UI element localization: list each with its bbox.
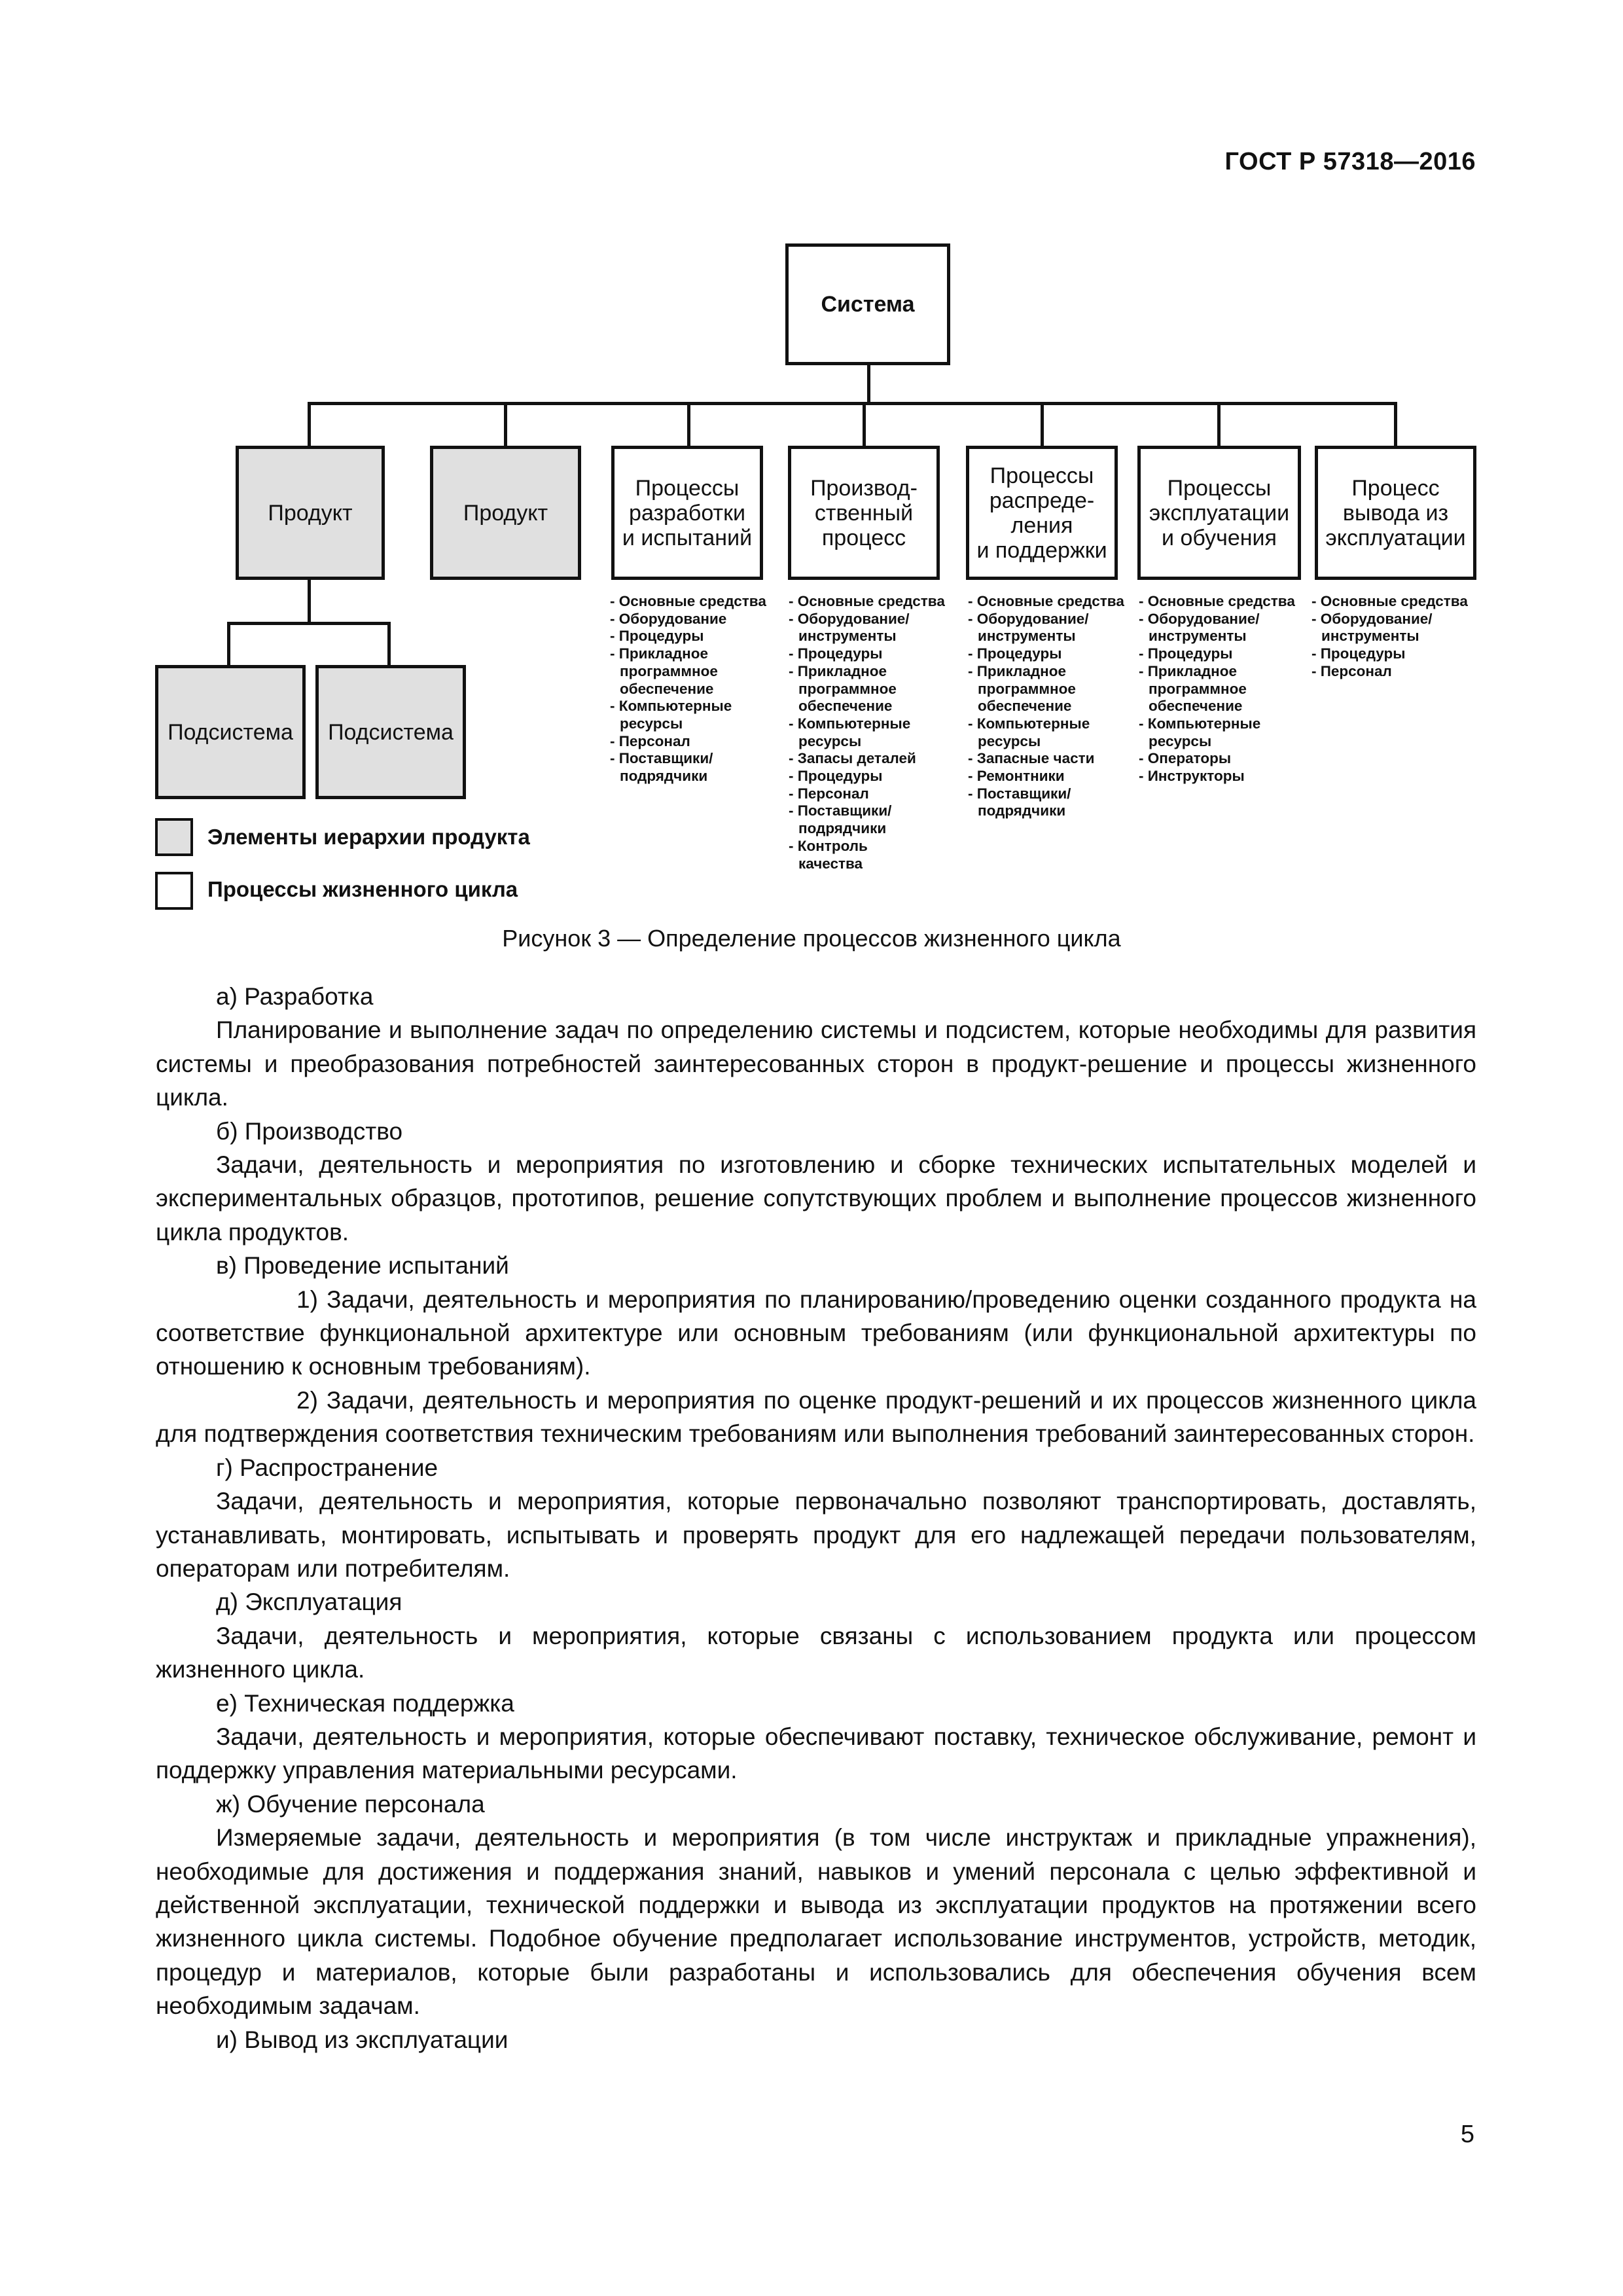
process-item: - Оборудование — [610, 610, 727, 627]
section-heading: и) Вывод из эксплуатации — [216, 2026, 508, 2053]
paragraph: Задачи, деятельность и мероприятия, которые первоначально позволяют транспортировать, доставлять, устанавливать, монтировать, испытывать и проверять продукт для его надлежащей передачи пользователям, операторам или потребителям. — [156, 1488, 1476, 1582]
process-item: - Процедуры — [789, 645, 883, 662]
process-node-disposal: Процесс вывода из эксплуатации — [1315, 446, 1476, 580]
process-item: - Процедуры — [968, 645, 1062, 662]
connector — [308, 402, 311, 448]
process-item: - Прикладное программное обеспечение — [789, 662, 897, 715]
paragraph: 2) Задачи, деятельность и мероприятия по оценке продукт-решений и их процессов жизненного цикла для подтверждения соответствия техническим требованиям или выполнения требований заинтересованных сторон. — [156, 1386, 1476, 1448]
section-heading: ж) Обучение персонала — [216, 1790, 485, 1818]
section-heading: в) Проведение испытаний — [216, 1252, 509, 1280]
process-item: - Компьютерные ресурсы — [610, 698, 732, 732]
subsystem-node: Подсистема — [155, 665, 306, 799]
process-items-list — [968, 593, 1124, 820]
process-item: - Прикладное программное обеспечение — [1139, 662, 1247, 715]
process-items-list — [1139, 593, 1295, 785]
paragraph: 1) Задачи, деятельность и мероприятия по планированию/проведению оценки созданного продукта на соответствие функциональной архитектуре или основным требованиям (или функциональной архитектуры по отношению к основным требованиям). — [156, 1285, 1476, 1380]
legend-label-process: Процессы жизненного цикла — [207, 877, 518, 901]
process-item: - Оборудование/ инструменты — [1311, 610, 1433, 645]
connector — [863, 402, 866, 448]
legend-swatch-process — [155, 872, 193, 910]
life-cycle-diagram — [0, 0, 1623, 929]
process-item: - Поставщики/ подрядчики — [789, 802, 892, 837]
process-item: - Основные средства — [1139, 593, 1295, 609]
connector — [308, 578, 311, 624]
process-node-operation: Процессы эксплуатации и обучения — [1137, 446, 1301, 580]
process-items-list — [610, 593, 766, 785]
paragraph: Измеряемые задачи, деятельность и мероприятия (в том числе инструктаж и прикладные упражнения), необходимые для достижения и поддержания знаний, навыков и умений персонала с целью эффективной и действенной эксплуатации, технической поддержки и вывода из эксплуатации продуктов на протяжении всего жизненного цикла системы. Подобное обучение предполагает использование инструментов, устройств, методик, процедур и материалов, которые были разработаны и использовались для обеспечения обучения всем необходимым задачам. — [156, 1824, 1476, 2020]
process-node-distribution: Процессы распреде- ления и поддержки — [966, 446, 1118, 580]
process-item: - Процедуры — [610, 628, 704, 645]
process-item: - Персонал — [789, 785, 869, 802]
product-node: Продукт — [236, 446, 385, 580]
process-item: - Основные средства — [968, 593, 1124, 609]
process-item: - Процедуры — [1139, 645, 1233, 662]
system-node: Система — [785, 243, 950, 365]
paragraph: Планирование и выполнение задач по определению системы и подсистем, которые необходимы для развития системы и преобразования потребностей заинтересованных сторон в продукт-решение и процессы жизненного цикла. — [156, 1016, 1476, 1111]
process-item: - Контроль качества — [789, 837, 868, 872]
process-node-production: Производ- ственный процесс — [788, 446, 940, 580]
process-item: - Основные средства — [610, 593, 766, 609]
connector — [1217, 402, 1221, 448]
connector — [227, 622, 230, 668]
product-node: Продукт — [430, 446, 581, 580]
process-item: - Операторы — [1139, 750, 1232, 767]
page-number: 5 — [1460, 2121, 1474, 2148]
section-heading: г) Распространение — [216, 1454, 438, 1481]
connector — [308, 402, 1397, 405]
process-item: - Поставщики/ подрядчики — [610, 750, 713, 785]
process-item: - Оборудование/ инструменты — [1139, 610, 1260, 645]
figure-caption: Рисунок 3 — Определение процессов жизненного цикла — [502, 925, 1121, 952]
connector — [687, 402, 690, 448]
connector — [1394, 402, 1397, 448]
process-item: - Оборудование/ инструменты — [968, 610, 1089, 645]
process-item: - Основные средства — [789, 593, 945, 609]
process-items-list — [789, 593, 945, 872]
section-heading: б) Производство — [216, 1117, 403, 1145]
paragraph: Задачи, деятельность и мероприятия по изготовлению и сборке технических испытательных моделей и экспериментальных образцов, прототипов, решение сопутствующих проблем и выполнение процессов жизненного цикла продуктов. — [156, 1151, 1476, 1246]
process-item: - Оборудование/ инструменты — [789, 610, 910, 645]
connector — [867, 363, 870, 404]
process-item: - Основные средства — [1311, 593, 1468, 609]
process-item: - Компьютерные ресурсы — [789, 715, 911, 749]
process-item: - Прикладное программное обеспечение — [610, 645, 718, 697]
connector — [227, 622, 391, 625]
header-doc-code: ГОСТ Р 57318—2016 — [1224, 148, 1476, 175]
body-text — [156, 980, 1476, 2056]
connector — [504, 402, 507, 448]
process-item: - Процедуры — [1311, 645, 1406, 662]
process-item: - Компьютерные ресурсы — [968, 715, 1090, 749]
legend-swatch-product — [155, 818, 193, 856]
process-item: - Поставщики/ подрядчики — [968, 785, 1071, 819]
paragraph: Задачи, деятельность и мероприятия, которые обеспечивают поставку, техническое обслуживание, ремонт и поддержку управления материальными ресурсами. — [156, 1723, 1476, 1784]
paragraph: Задачи, деятельность и мероприятия, которые связаны с использованием продукта или процессом жизненного цикла. — [156, 1622, 1476, 1683]
section-heading: а) Разработка — [216, 983, 374, 1010]
process-item: - Запасы деталей — [789, 750, 916, 767]
connector — [387, 622, 391, 668]
section-heading: е) Техническая поддержка — [216, 1689, 514, 1717]
process-item: - Инструкторы — [1139, 768, 1245, 785]
process-item: - Компьютерные ресурсы — [1139, 715, 1261, 749]
process-item: - Ремонтники — [968, 768, 1065, 785]
process-item: - Персонал — [610, 732, 690, 749]
process-item: - Запасные части — [968, 750, 1095, 767]
process-node-development: Процессы разработки и испытаний — [611, 446, 763, 580]
process-items-list — [1311, 593, 1468, 681]
process-item: - Персонал — [1311, 662, 1392, 679]
connector — [1041, 402, 1044, 448]
subsystem-node: Подсистема — [315, 665, 466, 799]
process-item: - Прикладное программное обеспечение — [968, 662, 1076, 715]
legend-label-product: Элементы иерархии продукта — [207, 825, 530, 849]
process-item: - Процедуры — [789, 768, 883, 785]
section-heading: д) Эксплуатация — [216, 1588, 402, 1616]
